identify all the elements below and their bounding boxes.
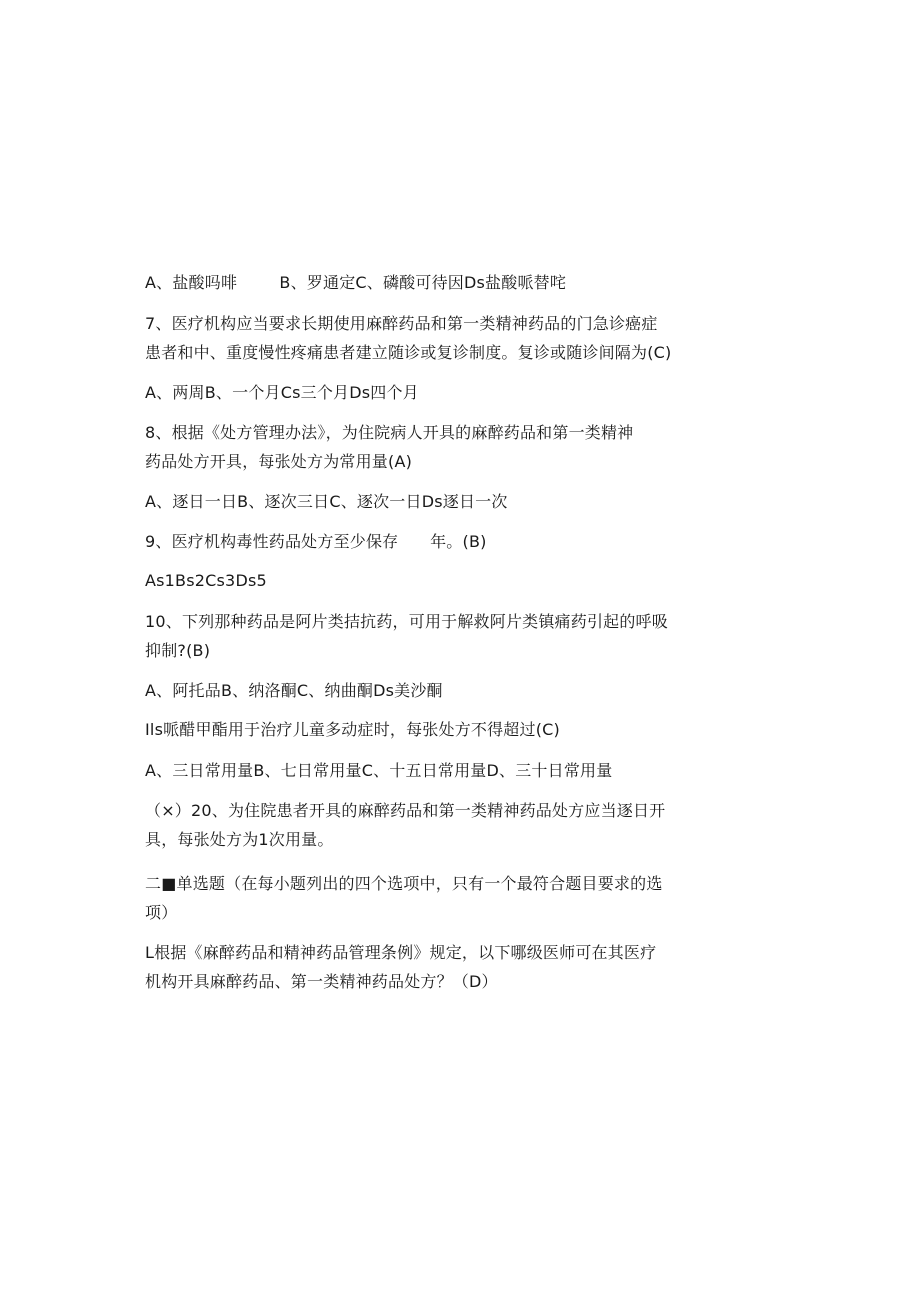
question-11: Ils哌醋甲酯用于治疗儿童多动症时，每张处方不得超过(C) <box>145 720 560 739</box>
answer-options-q10: A、阿托品B、纳洛酮C、纳曲酮Ds美沙酮 <box>145 681 443 700</box>
single-choice-1-line-2: 机构开具麻醉药品、第一类精神药品处方？（D） <box>145 972 498 991</box>
question-9: 9、医疗机构毒性药品处方至少保存 年。(B) <box>145 532 487 551</box>
true-false-20-line-1: （×）20、为住院患者开具的麻醉药品和第一类精神药品处方应当逐日开 <box>145 801 666 820</box>
answer-options-q6: A、盐酸吗啡 B、罗通定C、磷酸可待因Ds盐酸哌替咤 <box>145 273 567 292</box>
answer-options-q7: A、两周B、一个月Cs三个月Ds四个月 <box>145 383 419 402</box>
question-8-line-1: 8、根据《处方管理办法》，为住院病人开具的麻醉药品和第一类精神 <box>145 423 634 442</box>
question-7-line-2: 患者和中、重度慢性疼痛患者建立随诊或复诊制度。复诊或随诊间隔为(C) <box>145 343 672 362</box>
section-heading-line-1: 二■单选题（在每小题列出的四个选项中，只有一个最符合题目要求的选 <box>145 874 663 893</box>
answer-options-q9: As1Bs2Cs3Ds5 <box>145 571 267 590</box>
question-7-line-1: 7、医疗机构应当要求长期使用麻醉药品和第一类精神药品的门急诊癌症 <box>145 314 658 333</box>
question-10-line-2: 抑制?(B) <box>145 641 211 660</box>
single-choice-1-line-1: L根据《麻醉药品和精神药品管理条例》规定，以下哪级医师可在其医疗 <box>145 943 657 962</box>
answer-options-q8: A、逐日一日B、逐次三日C、逐次一日Ds逐日一次 <box>145 492 508 511</box>
section-heading-line-2: 项） <box>145 903 178 922</box>
answer-options-q11: A、三日常用量B、七日常用量C、十五日常用量D、三十日常用量 <box>145 761 613 780</box>
true-false-20-line-2: 具，每张处方为1次用量。 <box>145 830 334 849</box>
question-10-line-1: 10、下列那种药品是阿片类拮抗药，可用于解救阿片类镇痛药引起的呼吸 <box>145 612 668 631</box>
question-8-line-2: 药品处方开具，每张处方为常用量(A) <box>145 452 413 471</box>
